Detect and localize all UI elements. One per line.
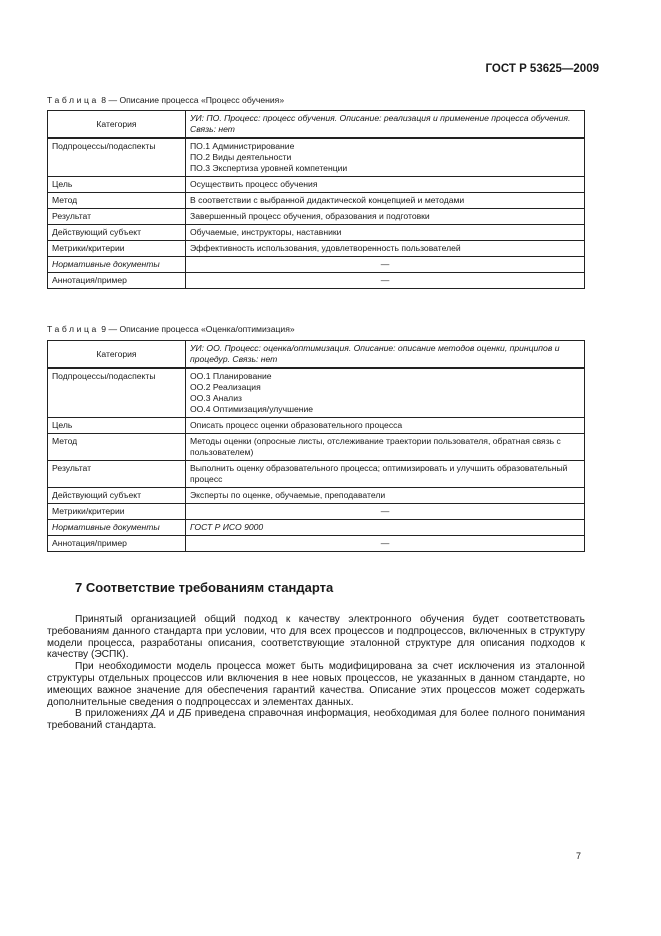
table8-row8-label: Аннотация/пример [48, 273, 186, 289]
table9-row2-label: Цель [48, 418, 186, 434]
table9-row7-value: ГОСТ Р ИСО 9000 [186, 520, 585, 536]
table9-row3-value: Методы оценки (опросные листы, отслеживание траектории пользователя, обратная связь с пользователем) [186, 434, 585, 461]
table-row [48, 138, 585, 177]
table8 [47, 110, 585, 289]
table8-row6-label: Метрики/критерии [48, 241, 186, 257]
list-item: ПО.2 Виды деятельности [190, 152, 292, 162]
table9-caption-text: 9 — Описание процесса «Оценка/оптимизация» [98, 324, 295, 334]
table-row [48, 111, 585, 139]
table-row [48, 341, 585, 369]
table9-row3-label: Метод [48, 434, 186, 461]
paragraph-1: Принятый организацией общий подход к качеству электронного обучения будет соответствовать требованиям данного стандарта при условии, что для всех процессов и подпроцессов, включенных в структуру модели процесса, разработаны описания, соответствующие эталонной структуре для описания подходов к качеству (ЭСПК). [47, 614, 585, 661]
table-row [48, 177, 585, 193]
table8-row2-value: Осуществить процесс обучения [186, 177, 585, 193]
table9-row8-label: Аннотация/пример [48, 536, 186, 552]
standard-designation: ГОСТ Р 53625—2009 [485, 63, 599, 75]
table-row [48, 461, 585, 488]
annex-da-ref: ДА [151, 708, 166, 720]
table-row [48, 504, 585, 520]
table8-row1-value [186, 138, 585, 177]
paragraph-3-start: В приложениях [75, 708, 152, 720]
table8-caption-prefix: Таблица [47, 95, 99, 105]
page-number: 7 [575, 851, 581, 861]
annex-db-ref: ДБ [177, 708, 192, 720]
table9 [47, 340, 585, 552]
paragraph-2: При необходимости модель процесса может быть модифицирована за счет исключения из эталонной структуры отдельных процессов или включения в нее новых процессов, не указанных в данном стандарте, но имеющих важное значение для обеспечения гарантий качества. Описание этих процессов может содержать дополнительные сведения о подпроцессах и элементах данных. [47, 661, 585, 708]
table8-row8-value: — [186, 273, 585, 289]
table9-row7-label: Нормативные документы [48, 520, 186, 536]
table8-caption-text: 8 — Описание процесса «Процесс обучения» [98, 95, 285, 105]
table9-row6-value: — [186, 504, 585, 520]
table-row [48, 434, 585, 461]
paragraph-3-and: и [165, 708, 178, 720]
list-item: ОО.4 Оптимизация/улучшение [190, 404, 314, 414]
table9-row4-label: Результат [48, 461, 186, 488]
section-body [47, 614, 585, 732]
table8-row1-label: Подпроцессы/подаспекты [48, 138, 186, 177]
table8-row7-label: Нормативные документы [48, 257, 186, 273]
table9-row2-value: Описать процесс оценки образовательного процесса [186, 418, 585, 434]
section-heading: 7 Соответствие требованиям стандарта [75, 580, 334, 595]
table9-row1-label: Подпроцессы/подаспекты [48, 368, 186, 418]
table8-row2-label: Цель [48, 177, 186, 193]
list-item: ОО.2 Реализация [190, 382, 261, 392]
table9-row4-value: Выполнить оценку образовательного процесса; оптимизировать и улучшить образовательный процесс [186, 461, 585, 488]
table8-row5-value: Обучаемые, инструкторы, наставники [186, 225, 585, 241]
table-row [48, 488, 585, 504]
table8-row4-value: Завершенный процесс обучения, образования и подготовки [186, 209, 585, 225]
table8-row6-value: Эффективность использования, удовлетворенность пользователей [186, 241, 585, 257]
table8-row7-value: — [186, 257, 585, 273]
table8-row3-label: Метод [48, 193, 186, 209]
table9-row5-label: Действующий субъект [48, 488, 186, 504]
table-row [48, 225, 585, 241]
table8-row5-label: Действующий субъект [48, 225, 186, 241]
table9-row5-value: Эксперты по оценке, обучаемые, преподаватели [186, 488, 585, 504]
table-row [48, 209, 585, 225]
table9-caption-prefix: Таблица [47, 324, 99, 334]
table-row [48, 193, 585, 209]
table-row [48, 273, 585, 289]
table-row [48, 520, 585, 536]
paragraph-3-end: приведена справочная информация, необходимая для более полного понимания требований стандарта. [47, 708, 585, 732]
table8-row0-label: Категория [48, 111, 186, 139]
table8-row3-value: В соответствии с выбранной дидактической концепцией и методами [186, 193, 585, 209]
table9-row1-value [186, 368, 585, 418]
table-row [48, 536, 585, 552]
list-item: ПО.1 Администрирование [190, 141, 295, 151]
table8-row4-label: Результат [48, 209, 186, 225]
table9-row0-value: УИ: ОО. Процесс: оценка/оптимизация. Описание: описание методов оценки, принципов и процедур. Связь: нет [186, 341, 585, 369]
list-item: ОО.1 Планирование [190, 371, 272, 381]
table-row [48, 241, 585, 257]
table8-caption [47, 95, 284, 105]
table-row [48, 418, 585, 434]
table9-row8-value: — [186, 536, 585, 552]
table-row [48, 257, 585, 273]
table9-caption [47, 324, 295, 334]
table9-row0-label: Категория [48, 341, 186, 369]
list-item: ПО.3 Экспертиза уровней компетенции [190, 163, 348, 173]
paragraph-3 [47, 708, 585, 732]
table9-row6-label: Метрики/критерии [48, 504, 186, 520]
list-item: ОО.3 Анализ [190, 393, 242, 403]
table8-row0-value: УИ: ПО. Процесс: процесс обучения. Описание: реализация и применение процесса обучения. Связь: нет [186, 111, 585, 139]
table-row [48, 368, 585, 418]
